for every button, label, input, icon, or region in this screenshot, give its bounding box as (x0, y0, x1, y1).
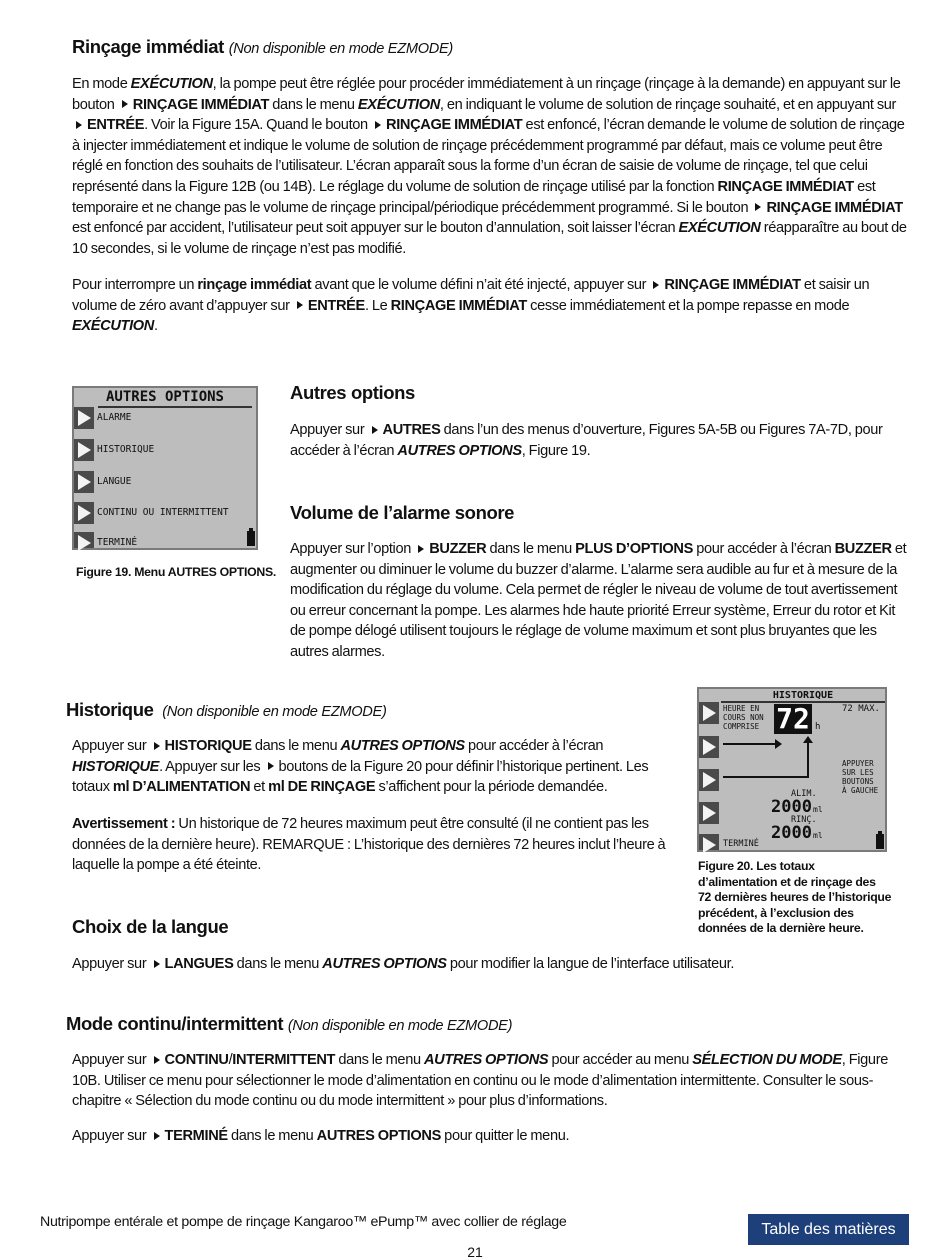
menu-item-language: LANGUE (97, 476, 132, 487)
emphasis-text: INTERMITTENT (232, 1052, 336, 1068)
figure-19-caption: Figure 19. Menu AUTRES OPTIONS. (76, 565, 276, 579)
option-button-done (74, 532, 94, 548)
text-run: Appuyer sur (72, 1128, 150, 1144)
emphasis-text: RINÇAGE IMMÉDIAT (717, 178, 854, 195)
emphasis-text: EXÉCUTION (357, 96, 440, 113)
emphasis-text: RINÇAGE IMMÉDIAT (132, 96, 270, 113)
text-run: dans le menu (251, 738, 341, 754)
triangle-arrow-icon (154, 960, 160, 968)
emphasis-text: HISTORIQUE (72, 758, 160, 775)
triangle-arrow-icon (154, 1056, 160, 1064)
flush-value: 2000 (771, 823, 812, 843)
rinse-now-paragraph-2 (72, 275, 912, 337)
text-run: , Figure 19. (521, 442, 591, 459)
text-run: pour accéder à l’écran (464, 738, 604, 754)
text-run: dans l’un des menus d’ouverture, Figures 5A-5B ou Figures 7A-7D, pour accéder à l’écran (290, 422, 883, 459)
emphasis-text: CONTINU (164, 1052, 229, 1068)
flush-unit: ml (813, 831, 823, 840)
emphasis-text: ENTRÉE (307, 297, 365, 314)
menu-item-done: TERMINÉ (97, 537, 138, 548)
connector-line (723, 743, 775, 745)
triangle-arrow-icon (76, 121, 82, 129)
triangle-arrow-icon (268, 762, 274, 770)
text-run: pour accéder au menu (548, 1052, 693, 1068)
option-button-alarm (74, 407, 94, 429)
caption-line: Figure 20. Les totaux (698, 859, 815, 873)
mode-paragraph-1 (72, 1050, 912, 1112)
mode-heading (66, 1012, 512, 1038)
arrow-right-icon (775, 739, 782, 749)
emphasis-text: RINÇAGE IMMÉDIAT (766, 199, 903, 216)
language-paragraph (72, 954, 912, 975)
press-label-line: À GAUCHE (842, 786, 879, 795)
title-rule (98, 406, 252, 408)
option-button-history (74, 439, 94, 461)
rinse-now-note: (Non disponible en mode EZMODE) (228, 41, 453, 57)
text-run: Appuyer sur l’option (290, 541, 415, 557)
text-run: . Voir la Figure 15A. Quand le bouton (144, 117, 372, 134)
emphasis-text: ml DE RINÇAGE (268, 779, 376, 796)
emphasis-text: SÉLECTION DU MODE (692, 1052, 842, 1068)
triangle-arrow-icon (418, 545, 424, 553)
alarm-volume-paragraph (290, 539, 910, 663)
connector-line (723, 776, 809, 778)
emphasis-text: TERMINÉ (164, 1128, 228, 1144)
hour-label-line: COMPRISE (723, 722, 760, 731)
text-run: et saisir un volume de zéro avant d’appuyer sur (72, 277, 870, 314)
figure-20-caption (698, 859, 898, 937)
emphasis-text: BUZZER (834, 541, 892, 557)
emphasis-text: BUZZER (429, 541, 487, 557)
text-run: dans le menu (233, 956, 323, 972)
mode-title: Mode continu/intermittent (66, 1013, 284, 1034)
history-button-1 (699, 702, 719, 724)
hours-unit: h (815, 722, 821, 732)
text-run: dans le menu (227, 1128, 317, 1144)
history-paragraph-1 (72, 736, 666, 798)
press-label-line: BOUTONS (842, 777, 874, 786)
emphasis-text: AUTRES OPTIONS (397, 442, 522, 459)
hour-label-line: COURS NON (723, 713, 764, 722)
footer-title: Nutripompe entérale et pompe de rinçage Kangaroo™ ePump™ avec collier de réglage (40, 1214, 567, 1230)
hour-label-line: HEURE EN (723, 704, 760, 713)
text-run: dans le menu (486, 541, 576, 557)
text-run: s’affichent pour la période demandée. (375, 779, 608, 796)
text-run: / (228, 1052, 233, 1068)
connector-line (807, 741, 809, 778)
emphasis-text: HISTORIQUE (164, 738, 252, 754)
text-run: et augmenter ou diminuer le volume du buzzer d’alarme. L’alarme sera audible au fur et à mesure de la modification du réglage du volume. Cela permet de régler le niveau de volume de tout avertissement ou erreur concernant la pompe. Les alarmes hde haute priorité Erreur système, Erreur du rotor et Kit de pompe délogé utilisent toujours le réglage de volume maximum et sont plus bruyantes que les autres alarmes. (290, 541, 907, 660)
text-run: et (250, 779, 269, 796)
triangle-arrow-icon (653, 281, 659, 289)
menu-item-continuous-intermittent: CONTINU OU INTERMITTENT (97, 507, 229, 518)
feed-unit: ml (813, 805, 823, 814)
text-run: . (154, 318, 158, 335)
screen-title: HISTORIQUE (772, 690, 834, 701)
menu-item-history: HISTORIQUE (97, 444, 155, 455)
done-label: TERMINÉ (723, 839, 759, 849)
emphasis-text: EXÉCUTION (130, 76, 213, 92)
rinse-now-paragraph-1 (72, 74, 912, 259)
press-label-line: APPUYER (842, 759, 874, 768)
caption-line: données de la dernière heure. (698, 921, 864, 935)
text-run: Appuyer sur (72, 738, 150, 754)
history-button-3 (699, 769, 719, 791)
rinse-now-heading (72, 35, 453, 61)
emphasis-text: RINÇAGE IMMÉDIAT (664, 277, 801, 293)
emphasis-text: EXÉCUTION (72, 318, 154, 335)
text-run: avant que le volume défini n’ait été injecté, appuyer sur (311, 277, 650, 293)
emphasis-text: ml D’ALIMENTATION (112, 779, 251, 796)
triangle-arrow-icon (122, 100, 128, 108)
text-run: pour modifier la langue de l’interface utilisateur. (446, 956, 735, 972)
emphasis-text: RINÇAGE IMMÉDIAT (386, 117, 523, 134)
text-run: est enfoncé, l’écran demande le volume de solution de rinçage à injecter immédiatement et indique le volume de solution de rinçage précédemment programmé par défaut, mais ce volume peut être réglé en fonction des souhaits de l’utilisateur. L’écran apparaît sous la forme d’un écran de saisie de volume de rinçage, tel que celui représenté dans la Figure 12B (ou 14B). Le réglage du volume de solution de rinçage utilisé par la fonction (72, 117, 905, 195)
option-button-language (74, 471, 94, 493)
text-run: , en indiquant le volume de solution de rinçage souhaité, et en appuyant sur (439, 96, 897, 113)
triangle-arrow-icon (297, 301, 303, 309)
history-button-4 (699, 802, 719, 824)
language-heading: Choix de la langue (72, 916, 229, 937)
text-run: En mode (72, 76, 131, 92)
flush-label: RINÇ. (791, 815, 817, 825)
history-title: Historique (66, 699, 154, 720)
press-buttons-label (842, 759, 878, 795)
text-run: pour quitter le menu. (440, 1128, 570, 1144)
triangle-arrow-icon (755, 203, 761, 211)
text-run: Appuyer sur (290, 422, 368, 438)
text-run: Un historique de 72 heures maximum peut être consulté (il ne contient pas les données de la dernière heure). REMARQUE : L’historique des dernières 72 heures inclut l’heure à laquelle la pompe a été éteinte. (72, 816, 666, 874)
text-run: . Appuyer sur les (159, 758, 264, 775)
text-run: pour accéder à l’écran (693, 541, 835, 557)
text-run: , la pompe peut être réglée pour procéder immédiatement à un rinçage (rinçage à la demande) en appuyant sur le bouton (72, 76, 901, 113)
emphasis-text: AUTRES OPTIONS (322, 956, 447, 972)
history-button-5 (699, 834, 719, 850)
feed-label: ALIM. (791, 789, 817, 799)
text-run: . Le (364, 297, 391, 314)
other-options-heading: Autres options (290, 382, 415, 403)
figure-19-screen (72, 386, 258, 550)
caption-line: précédent, à l’exclusion des (698, 905, 854, 920)
emphasis-text: AUTRES OPTIONS (316, 1128, 441, 1144)
mode-paragraph-2 (72, 1126, 912, 1147)
figure-20-screen (697, 687, 887, 852)
history-paragraph-2 (72, 814, 666, 876)
triangle-arrow-icon (154, 1132, 160, 1140)
history-note: (Non disponible en mode EZMODE) (162, 704, 387, 720)
emphasis-text: LANGUES (164, 956, 234, 972)
emphasis-text: ENTRÉE (87, 117, 145, 134)
menu-item-alarm: ALARME (97, 412, 132, 423)
text-run: Appuyer sur (72, 1052, 150, 1068)
triangle-arrow-icon (154, 742, 160, 750)
text-run: Appuyer sur (72, 956, 150, 972)
text-run: boutons de la Figure 20 pour définir l’historique pertinent. Les totaux (72, 758, 649, 796)
emphasis-text: AUTRES (382, 422, 441, 438)
press-label-line: SUR LES (842, 768, 874, 777)
option-button-mode (74, 502, 94, 524)
screen-title: AUTRES OPTIONS (105, 389, 224, 405)
text-run: Pour interrompre un (72, 277, 198, 293)
mode-note: (Non disponible en mode EZMODE) (287, 1018, 513, 1034)
arrow-up-icon (803, 736, 813, 743)
triangle-arrow-icon (372, 426, 378, 434)
text-run: est temporaire et ne change pas le volume de rinçage principal/périodique précédemment programmé. Si le bouton (72, 178, 876, 216)
battery-icon (876, 834, 884, 849)
max-label: 72 MAX. (842, 704, 880, 714)
history-heading (66, 698, 387, 724)
emphasis-text: Avertissement : (72, 816, 176, 832)
table-of-contents-button[interactable]: Table des matières (748, 1214, 909, 1245)
caption-line: 72 dernières heures de l’historique (698, 890, 892, 904)
hours-value: 72 (774, 704, 812, 734)
text-run: est enfoncé par accident, l’utilisateur peut soit appuyer sur le bouton d’annulation, soit laisser l’écran (72, 220, 679, 237)
page-number: 21 (467, 1244, 483, 1260)
emphasis-text: PLUS D’OPTIONS (575, 541, 693, 557)
feed-value: 2000 (771, 797, 812, 817)
alarm-volume-heading: Volume de l’alarme sonore (290, 502, 515, 523)
caption-line: d’alimentation et de rinçage des (698, 874, 876, 889)
current-hour-label (723, 704, 764, 731)
triangle-arrow-icon (375, 121, 381, 129)
battery-icon (247, 531, 255, 546)
text-run: réapparaître au bout de 10 secondes, si le volume de rinçage n’est pas modifié. (72, 220, 907, 257)
emphasis-text: EXÉCUTION (678, 220, 761, 237)
text-run: cesse immédiatement et la pompe repasse en mode (526, 297, 850, 314)
history-button-2 (699, 736, 719, 758)
emphasis-text: AUTRES OPTIONS (340, 738, 465, 754)
rinse-now-title: Rinçage immédiat (72, 36, 224, 57)
emphasis-text: RINÇAGE IMMÉDIAT (390, 297, 527, 314)
text-run: , Figure 10B. Utiliser ce menu pour sélectionner le mode d’alimentation en continu ou le mode d’alimentation intermittente. Consulter le sous-chapitre « Sélection du mode continu ou du mode intermittent » pour plus d’informations. (72, 1052, 888, 1110)
text-run: dans le menu (269, 96, 358, 113)
emphasis-text: AUTRES OPTIONS (423, 1052, 549, 1068)
other-options-paragraph (290, 420, 910, 461)
emphasis-text: rinçage immédiat (197, 277, 312, 293)
text-run: dans le menu (335, 1052, 424, 1068)
